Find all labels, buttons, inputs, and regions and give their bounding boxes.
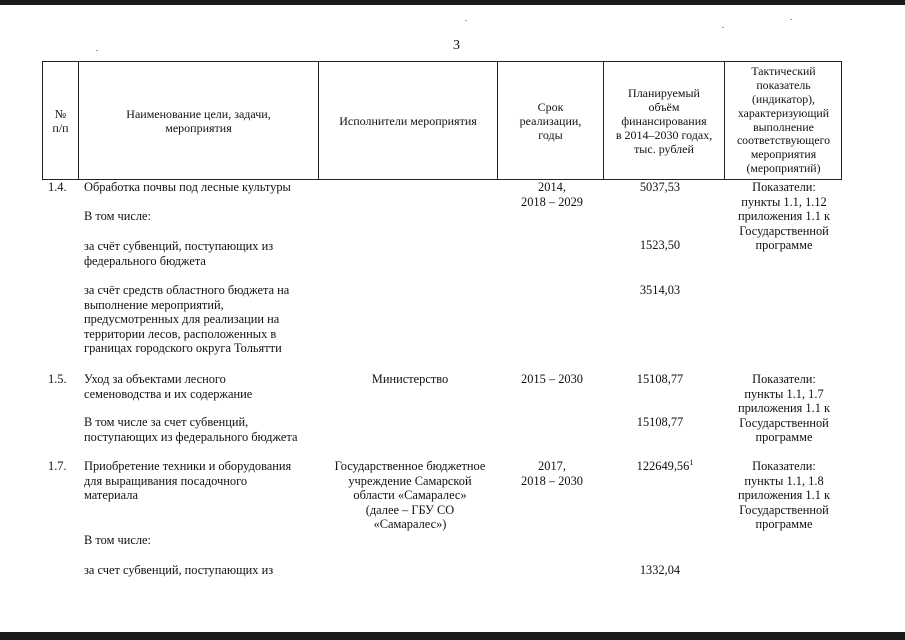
scan-top-border <box>0 0 905 5</box>
financing-amount: 5037,53 <box>639 180 681 194</box>
page-number: 3 <box>453 38 460 53</box>
sub-amount: 1332,04 <box>639 563 681 577</box>
sub-measure-name: за счёт субвенций, поступающих из федерального бюджета <box>84 239 274 268</box>
executor: Государственное бюджетное учреждение Самарской области «Самаралес» (далее – ГБУ СО «Самаралес») <box>334 459 486 531</box>
measure-name: Приобретение техники и оборудования для выращивания посадочного материала <box>84 459 292 502</box>
financing-amount <box>610 459 720 474</box>
indicator-text: Показатели: пункты 1.1, 1.8 приложения 1.1 к Государственной программе <box>737 459 831 531</box>
sub-measure-name: за счёт средств областного бюджета на выполнение мероприятий, предусмотренных для реализации на территории лесов, расположенных в границах городского округа Тольятти <box>84 283 290 355</box>
sub-measure-name: за счет субвенций, поступающих из <box>84 563 274 577</box>
row-number: 1.5. <box>48 372 67 386</box>
scan-speck <box>96 50 98 51</box>
indicator-text: Показатели: пункты 1.1, 1.7 приложения 1.1 к Государственной программе <box>737 372 831 444</box>
sub-amount: 1523,50 <box>639 238 681 252</box>
footnote-marker: 1 <box>689 457 694 467</box>
measure-name: Уход за объектами лесного семеноводства и их содержание <box>84 372 253 401</box>
scan-bottom-border <box>0 632 905 640</box>
scan-speck <box>722 27 724 28</box>
scan-speck <box>465 20 467 21</box>
financing-amount: 15108,77 <box>636 372 684 386</box>
sub-measure-name: В том числе за счет субвенций, поступающих из федерального бюджета <box>84 415 298 444</box>
implementation-term: 2014, 2018 – 2029 <box>521 180 583 209</box>
indicator-text: Показатели: пункты 1.1, 1.12 приложения 1.1 к Государственной программе <box>737 180 831 252</box>
header-indicator: Тактический показатель (индикатор), характеризующий выполнение соответствующего мероприятия (мероприятий) <box>736 64 831 175</box>
scan-speck <box>790 19 792 20</box>
row-number: 1.4. <box>48 180 67 194</box>
table-header <box>42 61 842 180</box>
header-financing: Планируемый объём финансирования в 2014–2030 годах, тыс. рублей <box>615 85 713 156</box>
header-term: Срок реализации, годы <box>519 99 582 142</box>
sub-amount: 3514,03 <box>639 283 681 297</box>
header-executors: Исполнители мероприятия <box>339 113 477 128</box>
header-number: № п/п <box>52 106 69 135</box>
subsection-intro: В том числе: <box>84 533 151 547</box>
row-number: 1.7. <box>48 459 67 473</box>
subsection-intro: В том числе: <box>84 209 151 223</box>
implementation-term: 2017, 2018 – 2030 <box>521 459 583 488</box>
sub-amount: 15108,77 <box>636 415 684 429</box>
financing-amount-value: 122649,56 <box>636 459 690 473</box>
measure-name: Обработка почвы под лесные культуры <box>84 180 291 194</box>
implementation-term: 2015 – 2030 <box>521 372 583 386</box>
executor: Министерство <box>371 372 449 386</box>
header-name: Наименование цели, задачи, мероприятия <box>126 106 271 135</box>
